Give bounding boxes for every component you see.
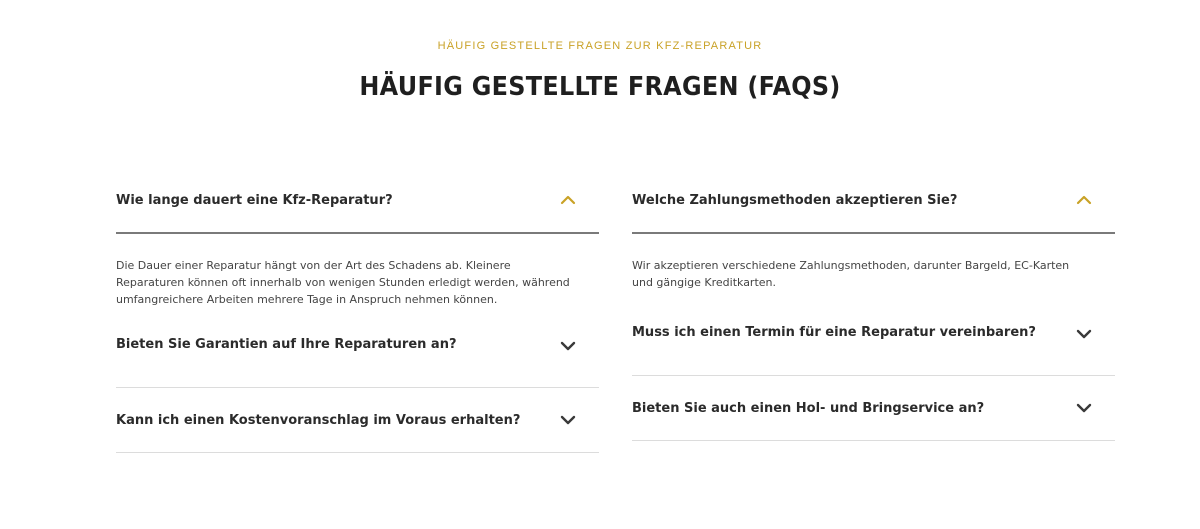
faq-question: Bieten Sie auch einen Hol- und Bringservice an?	[632, 400, 985, 416]
faq-column-right	[632, 168, 1115, 441]
faq-item	[116, 388, 599, 453]
faq-answer: Wir akzeptieren verschiedene Zahlungsmethoden, darunter Bargeld, EC-Karten und gängige Kreditkarten.	[632, 259, 1070, 289]
chevron-down-icon[interactable]	[1075, 399, 1093, 417]
chevron-down-icon[interactable]	[559, 337, 577, 355]
faq-question: Welche Zahlungsmethoden akzeptieren Sie?	[632, 192, 958, 208]
chevron-down-icon[interactable]	[559, 411, 577, 429]
faq-item	[116, 168, 599, 337]
faq-question-toggle[interactable]	[632, 168, 1115, 234]
faq-question: Wie lange dauert eine Kfz-Reparatur?	[116, 192, 393, 208]
faq-question-toggle[interactable]	[632, 376, 1115, 440]
page-title: HÄUFIG GESTELLTE FRAGEN (FAQS)	[359, 72, 841, 102]
faq-question: Bieten Sie Garantien auf Ihre Reparaturen an?	[116, 337, 457, 352]
faq-question-toggle[interactable]	[632, 325, 1115, 375]
faq-column-left	[116, 168, 599, 453]
faq-question: Kann ich einen Kostenvoranschlag im Voraus erhalten?	[116, 412, 521, 428]
faq-item	[116, 337, 599, 388]
chevron-down-icon[interactable]	[1075, 325, 1093, 343]
faq-item	[632, 376, 1115, 441]
faq-answer: Die Dauer einer Reparatur hängt von der Art des Schadens ab. Kleinere Reparaturen können oft innerhalb von wenigen Stunden erledigt werden, während umfangreichere Arbeiten mehrere Tage in Anspruch nehmen können.	[116, 259, 570, 306]
section-eyebrow: HÄUFIG GESTELLTE FRAGEN ZUR KFZ-REPARATUR	[437, 40, 763, 52]
chevron-up-icon[interactable]	[559, 191, 577, 209]
faq-question-toggle[interactable]	[116, 388, 599, 452]
faq-question: Muss ich einen Termin für eine Reparatur vereinbaren?	[632, 325, 1036, 340]
faq-question-toggle[interactable]	[116, 337, 599, 387]
chevron-up-icon[interactable]	[1075, 191, 1093, 209]
faq-item	[632, 168, 1115, 325]
faq-question-toggle[interactable]	[116, 168, 599, 234]
faq-item	[632, 325, 1115, 376]
